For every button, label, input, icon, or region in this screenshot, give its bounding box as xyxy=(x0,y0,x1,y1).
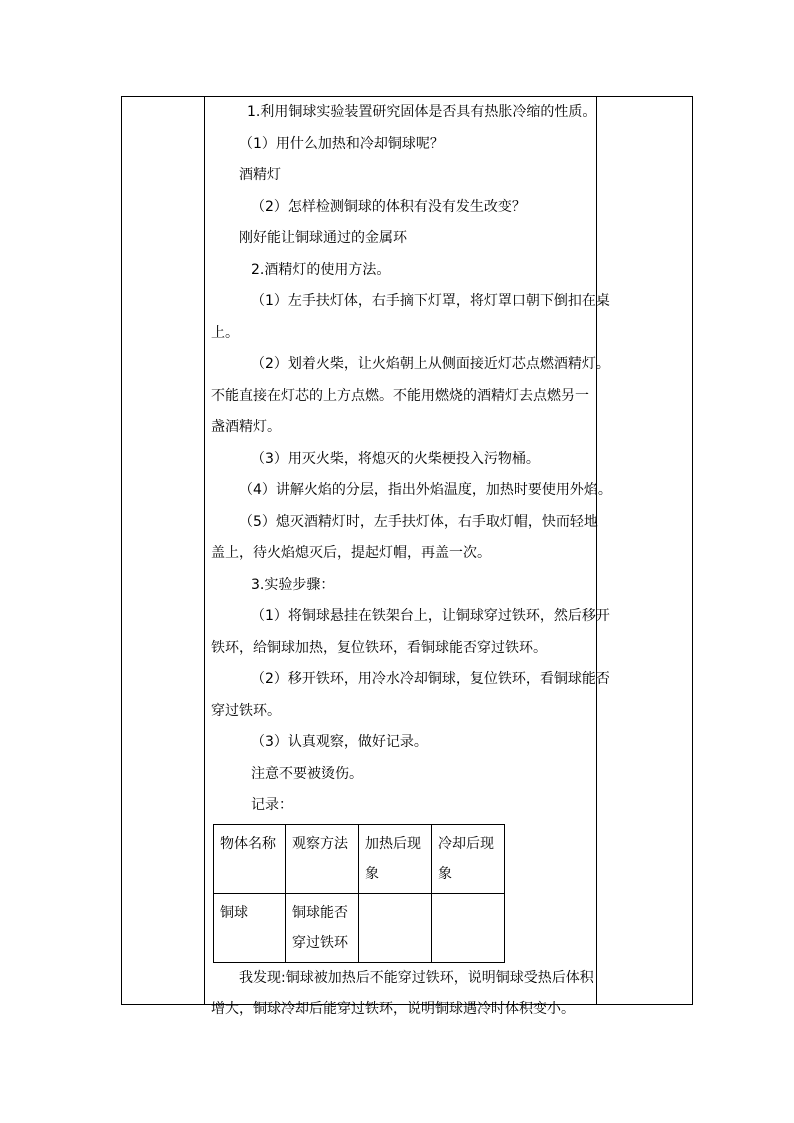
text-line: 盏酒精灯。 xyxy=(211,419,281,435)
text-line: 上。 xyxy=(211,324,239,341)
text-line: 3.实验步骤： xyxy=(251,576,335,593)
text-line: 不能直接在灯芯的上方点燃。不能用燃烧的酒精灯去点燃另一 xyxy=(211,387,589,404)
table-row xyxy=(214,893,505,962)
text-line: 注意不要被烫伤。 xyxy=(251,765,363,782)
right-column xyxy=(597,97,692,1004)
table-header-cell: 加热后现象 xyxy=(359,824,432,893)
text-line: （3）认真观察，做好记录。 xyxy=(251,734,428,750)
lesson-table xyxy=(121,96,693,1017)
text-line: 1.利用铜球实验装置研究固体是否具有热胀冷缩的性质。 xyxy=(247,104,597,120)
text-line: 增大，铜球冷却后能穿过铁环，说明铜球遇冷时体积变小。 xyxy=(211,1001,575,1017)
content-column xyxy=(205,97,612,1017)
text-line: （4）讲解火焰的分层，指出外焰温度，加热时要使用外焰。 xyxy=(239,482,612,498)
table-cell xyxy=(359,893,432,962)
text-line: （5）熄灭酒精灯时，左手扶灯体，右手取灯帽，快而轻地 xyxy=(239,513,598,530)
record-table xyxy=(213,824,505,963)
text-line: 酒精灯 xyxy=(239,167,281,183)
table-header-cell: 观察方法 xyxy=(286,824,359,893)
text-line: 刚好能让铜球通过的金属环 xyxy=(239,230,407,246)
text-line: 我发现:铜球被加热后不能穿过铁环，说明铜球受热后体积 xyxy=(239,969,594,986)
text-line: 铁环，给铜球加热，复位铁环，看铜球能否穿过铁环。 xyxy=(211,639,547,656)
table-header-row xyxy=(214,824,505,893)
text-line: （1）将铜球悬挂在铁架台上，让铜球穿过铁环，然后移开 xyxy=(251,608,610,624)
text-line: （2）划着火柴，让火焰朝上从侧面接近灯芯点燃酒精灯。 xyxy=(251,356,610,372)
left-column xyxy=(122,97,205,1004)
table-cell xyxy=(432,893,505,962)
text-line: 盖上，待火焰熄灭后，提起灯帽，再盖一次。 xyxy=(211,545,491,561)
table-header-cell: 物体名称 xyxy=(214,824,286,893)
table-header-cell: 冷却后现象 xyxy=(432,824,505,893)
text-line: （3）用灭火柴，将熄灭的火柴梗投入污物桶。 xyxy=(251,450,540,467)
table-cell: 铜球能否穿过铁环 xyxy=(286,893,359,962)
text-line: （2）怎样检测铜球的体积有没有发生改变？ xyxy=(251,198,526,215)
text-line: （1）左手扶灯体，右手摘下灯罩，将灯罩口朝下倒扣在桌 xyxy=(251,293,610,309)
text-line: 2.酒精灯的使用方法。 xyxy=(251,261,391,278)
text-line: （2）移开铁环，用冷水冷却铜球，复位铁环，看铜球能否 xyxy=(251,671,610,687)
table-cell: 铜球 xyxy=(214,893,286,962)
text-line: （1）用什么加热和冷却铜球呢？ xyxy=(239,135,444,152)
text-line: 穿过铁环。 xyxy=(211,702,281,719)
text-line: 记录： xyxy=(251,797,293,813)
